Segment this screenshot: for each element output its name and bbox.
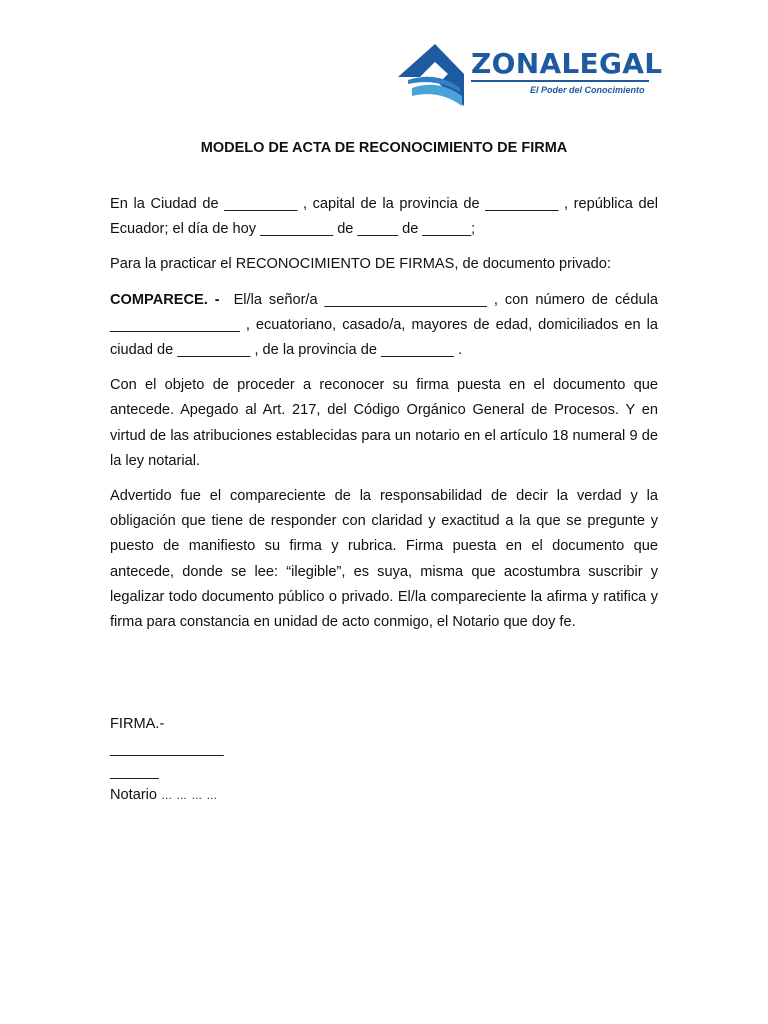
brand-logo (398, 44, 663, 110)
paragraph-comparece (110, 288, 658, 364)
comparece-label: COMPARECE. - (110, 291, 220, 308)
paragraph-purpose: Para la practicar el RECONOCIMIENTO DE FIRMAS, de documento privado: (110, 256, 611, 273)
document-body (110, 192, 658, 645)
signature-line-short: ______ (110, 764, 159, 780)
brand-divider (471, 80, 649, 82)
notario-label: Notario (110, 787, 158, 803)
brand-tagline: El Poder del Conocimiento (530, 85, 645, 95)
notario-line (110, 784, 224, 808)
signature-block (110, 713, 224, 808)
comparece-text: El/la señor/a ____________________ , con número de cédula ________________ , ecuatoriano, casado/a, mayores de edad, domiciliados en la ciudad de _________ , de la provincia de _________ . (110, 291, 658, 359)
signature-label: FIRMA.- (110, 716, 165, 732)
document-title: MODELO DE ACTA DE RECONOCIMIENTO DE FIRMA (200, 140, 568, 156)
mountain-peak-icon (398, 44, 468, 110)
notario-placeholder: … … … … (161, 790, 218, 802)
paragraph-advertisement: Advertido fue el compareciente de la responsabilidad de decir la verdad y la obligación que tiene de responder con claridad y exactitud a la que se pregunte y puesto de manifiesto su firma y rubrica. Firma puesta en el documento que antecede, donde se lee: “ilegible”, es suya, misma que acostumbra suscribir y legalizar todo documento público o privado. El/la compareciente la afirma y ratifica y firma para constancia en unidad de acto conmigo, el Notario que doy fe. (110, 488, 658, 631)
signature-line: ______________ (110, 741, 224, 757)
paragraph-objective: Con el objeto de proceder a reconocer su firma puesta en el documento que antecede. Apegado al Art. 217, del Código Orgánico General de Procesos. Y en virtud de las atribuciones establecidas para un notario en el artículo 18 numeral 9 de la ley notarial. (110, 377, 658, 469)
brand-name: ZONALEGAL (471, 47, 663, 80)
paragraph-location-date: En la Ciudad de _________ , capital de la provincia de _________ , república del Ecuador; el día de hoy _________ de _____ de ______; (110, 196, 658, 238)
